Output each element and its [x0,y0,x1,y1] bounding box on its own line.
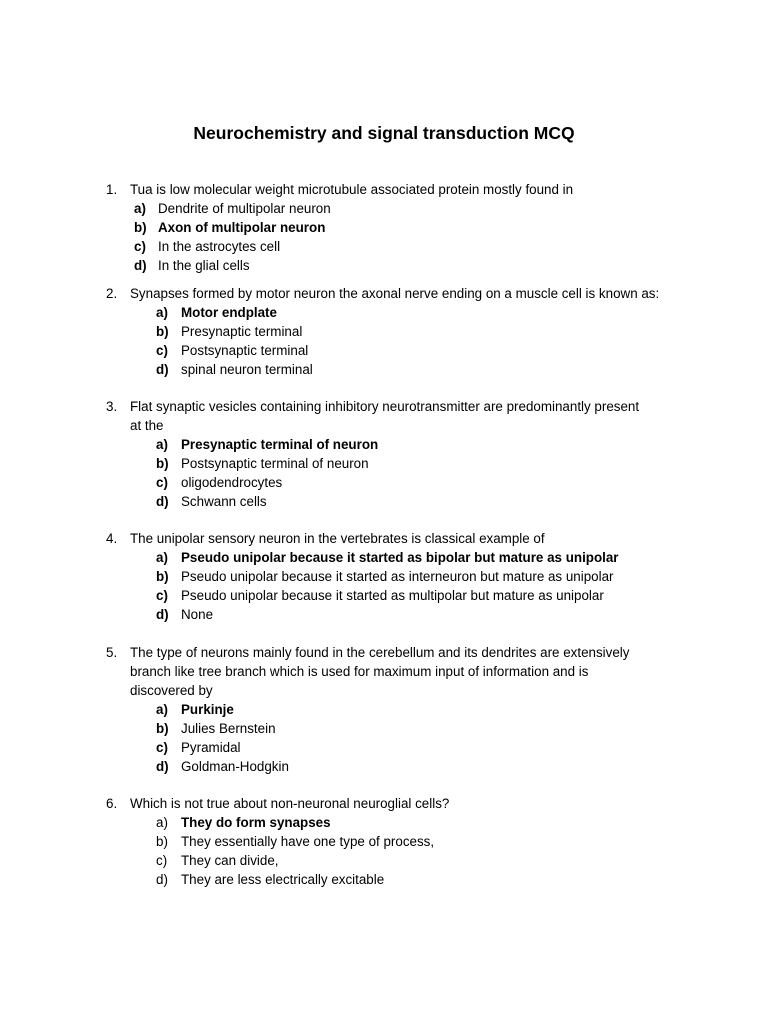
question-number: 4. [106,531,118,546]
option-text: In the astrocytes cell [158,239,281,254]
option-text: Goldman-Hodgkin [181,759,289,774]
question-number: 3. [106,399,118,414]
option-text: They essentially have one type of process, [181,834,435,849]
option-letter: d) [156,494,169,509]
option-text: Schwann cells [181,494,267,509]
option-text: Pseudo unipolar because it started as interneuron but mature as unipolar [181,569,614,584]
question-text-line: Which is not true about non-neuronal neuroglial cells? [130,796,450,811]
question-text-line: discovered by [130,683,213,698]
option-letter: b) [156,721,169,736]
option-letter: a) [156,437,168,452]
option-letter: c) [134,239,146,254]
question-number: 1. [106,182,118,197]
option-letter: a) [134,201,146,216]
question-text-line: Tua is low molecular weight microtubule associated protein mostly found in [130,182,574,197]
option-letter: c) [156,475,168,490]
option-text: In the glial cells [158,258,250,273]
question-text-line: The unipolar sensory neuron in the vertebrates is classical example of [130,531,545,546]
question-number: 2. [106,286,118,301]
option-letter: d) [156,607,169,622]
option-letter: d) [156,872,168,887]
question-text-line: The type of neurons mainly found in the cerebellum and its dendrites are extensively [130,645,630,660]
question-text-line: Synapses formed by motor neuron the axonal nerve ending on a muscle cell is known as: [130,286,660,301]
option-letter: b) [156,569,169,584]
option-letter: d) [156,759,169,774]
option-letter: d) [156,362,169,377]
option-letter: b) [156,456,169,471]
option-letter: b) [134,220,147,235]
option-letter: a) [156,305,168,320]
question-text-line: at the [130,418,164,433]
option-text: Pseudo unipolar because it started as multipolar but mature as unipolar [181,588,604,603]
option-letter: c) [156,853,168,868]
option-letter: c) [156,740,168,755]
option-text: Julies Bernstein [181,721,276,736]
option-letter: b) [156,834,168,849]
option-text: Dendrite of multipolar neuron [158,201,331,216]
option-text: Presynaptic terminal [181,324,303,339]
option-letter: b) [156,324,169,339]
option-text: None [181,607,214,622]
option-text-correct: Pseudo unipolar because it started as bipolar but mature as unipolar [181,550,619,565]
option-letter: a) [156,815,168,830]
question-text-line: Flat synaptic vesicles containing inhibitory neurotransmitter are predominantly present [130,399,640,414]
option-text-correct: Axon of multipolar neuron [158,220,326,235]
option-text: They are less electrically excitable [181,872,385,887]
option-letter: a) [156,702,168,717]
option-text: Pyramidal [181,740,241,755]
page-title: Neurochemistry and signal transduction MCQ [193,123,575,143]
option-text-correct: They do form synapses [181,815,331,830]
option-letter: d) [134,258,147,273]
option-text: Postsynaptic terminal of neuron [181,456,369,471]
option-text: spinal neuron terminal [181,362,313,377]
question-text-line: branch like tree branch which is used for maximum input of information and is [130,664,589,679]
option-text-correct: Purkinje [181,702,234,717]
option-letter: c) [156,588,168,603]
option-letter: a) [156,550,168,565]
option-text-correct: Motor endplate [181,305,277,320]
question-number: 5. [106,645,118,660]
option-text-correct: Presynaptic terminal of neuron [181,437,379,452]
option-text: They can divide, [181,853,279,868]
option-text: Postsynaptic terminal [181,343,309,358]
option-text: oligodendrocytes [181,475,283,490]
option-letter: c) [156,343,168,358]
question-number: 6. [106,796,118,811]
